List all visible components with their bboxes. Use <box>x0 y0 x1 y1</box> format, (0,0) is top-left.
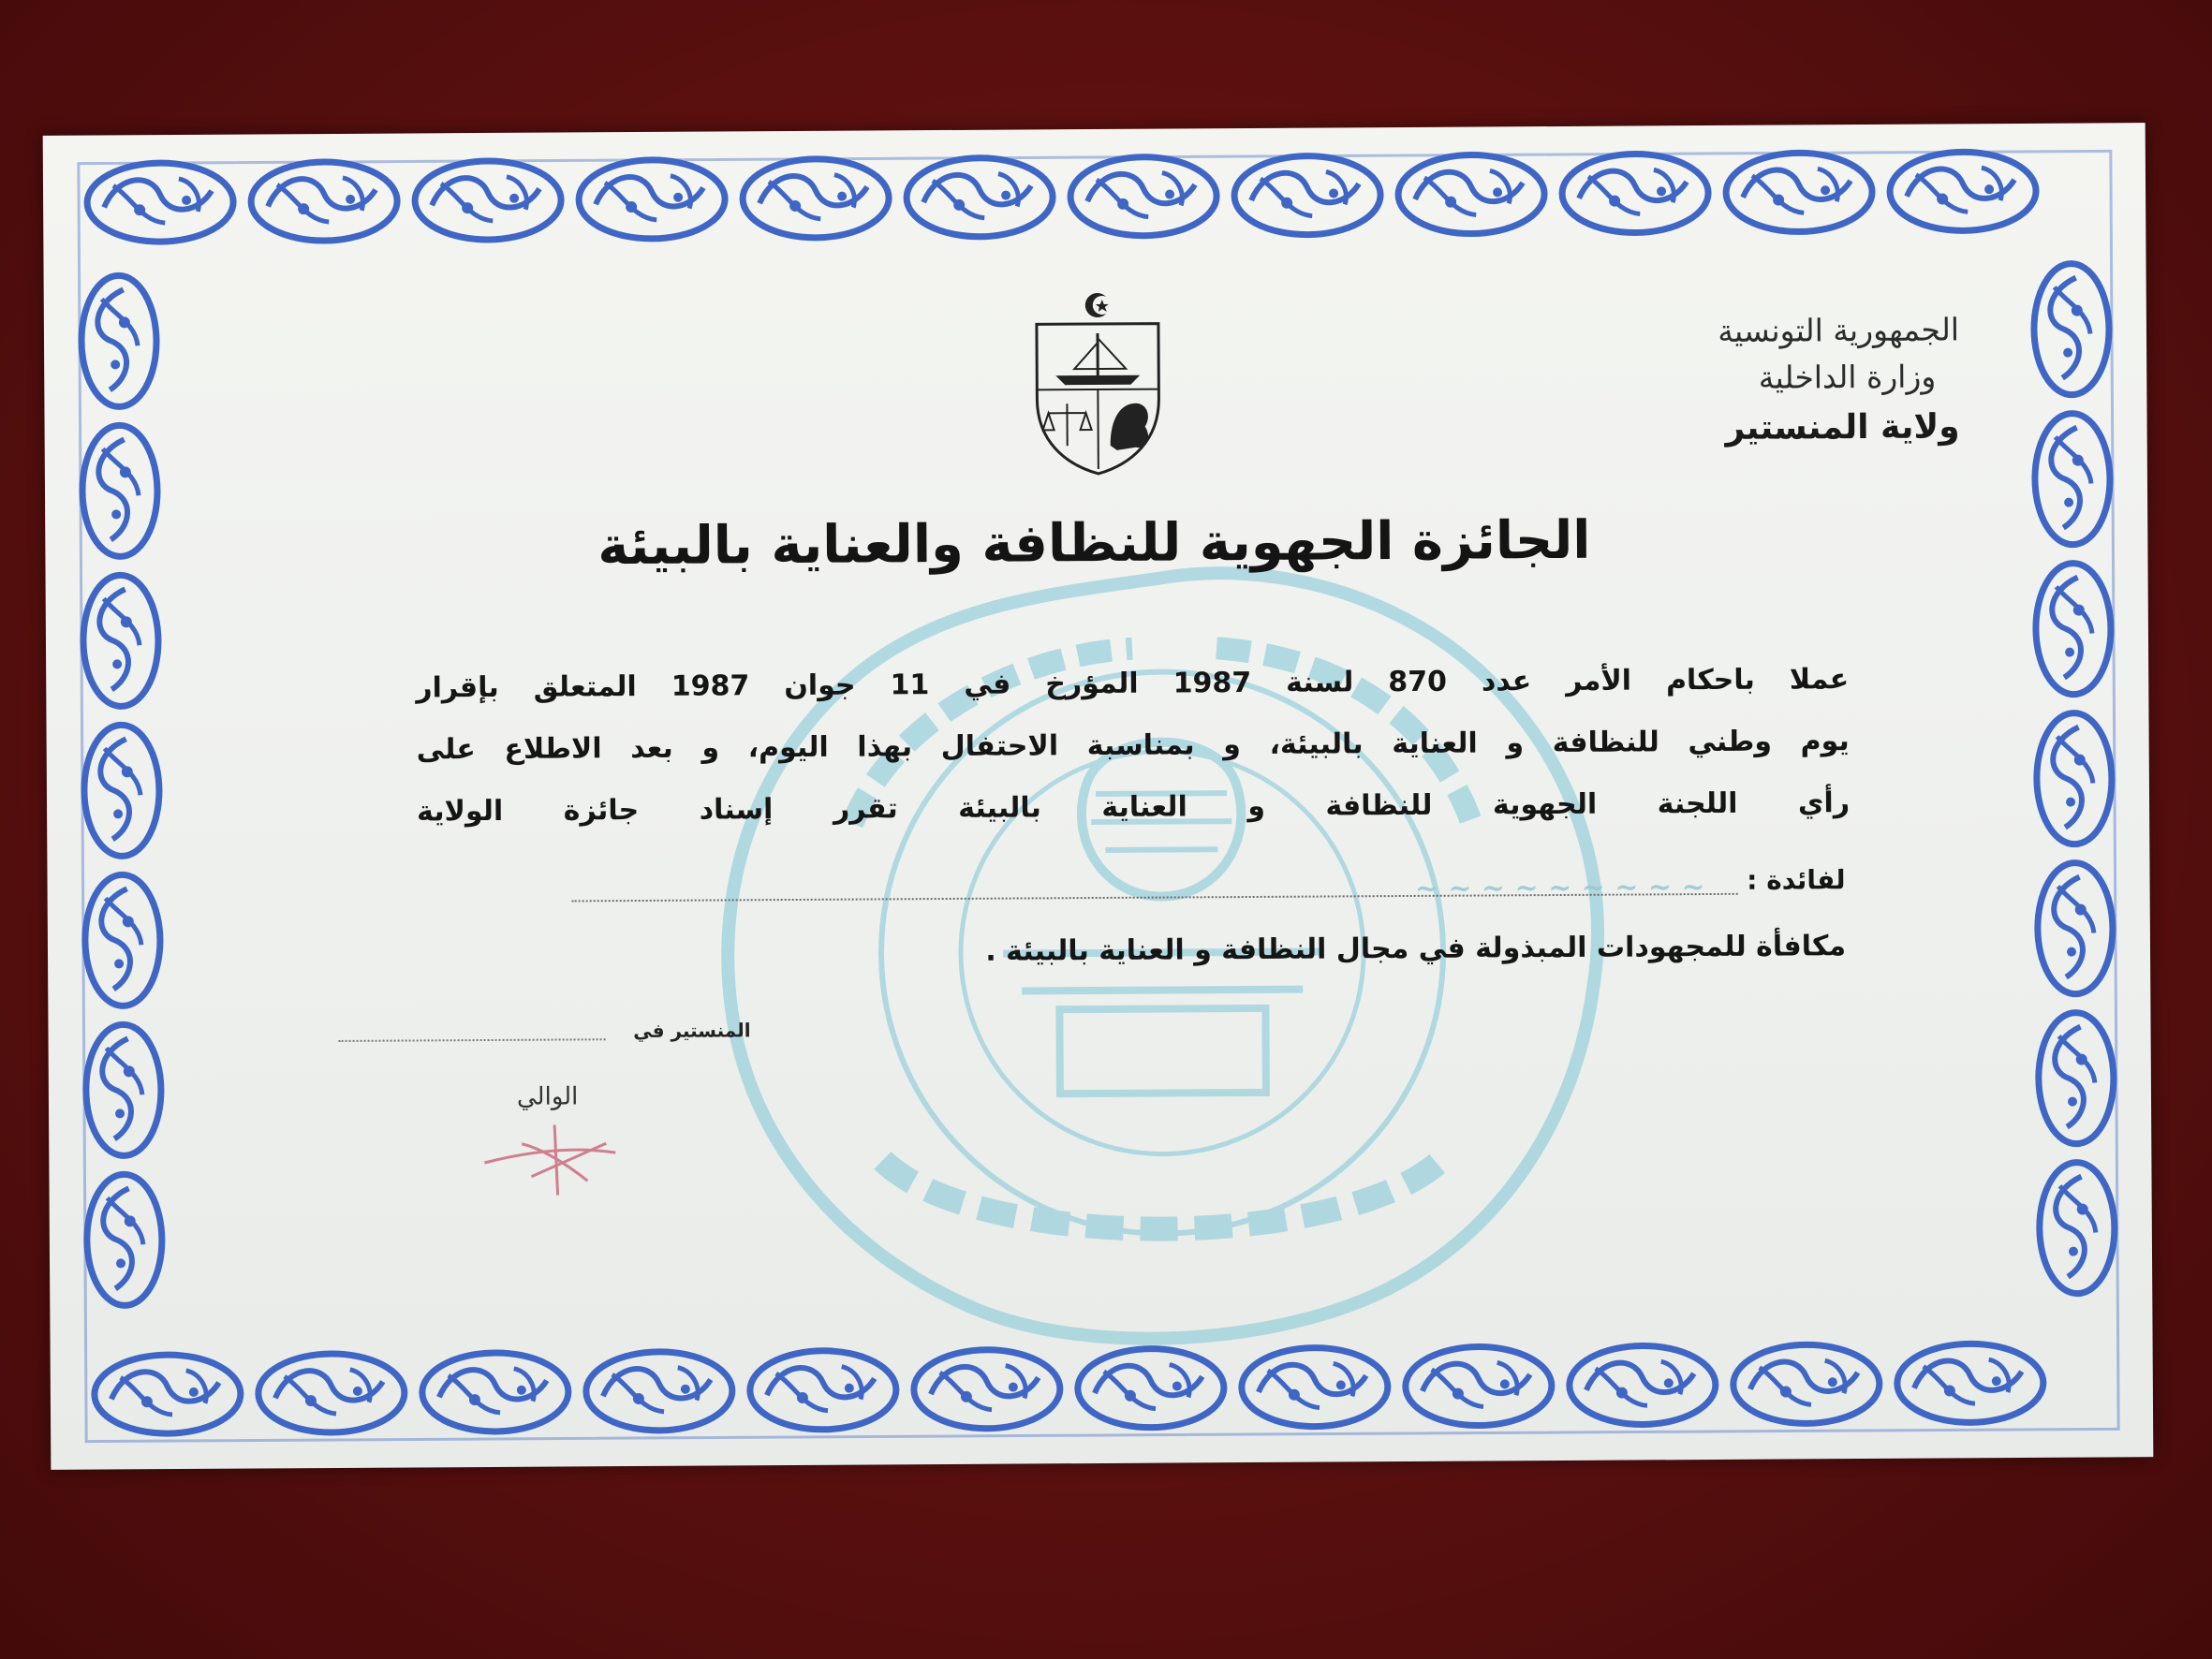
certificate-title: الجائزة الجهوية للنظافة والعناية بالبيئة <box>597 509 1591 578</box>
beneficiary-handwriting: ~ ~ ~ ~ ~ ~ ~ ~ ~ <box>1414 871 1705 905</box>
republic-name: الجمهورية التونسية <box>1718 311 1960 349</box>
signatory-title: الوالي <box>516 1082 579 1111</box>
body-line-1: عملا باحكام الأمر عدد 870 لسنة 1987 المؤرخ في 11 جوان 1987 المتعلق بإقرار <box>416 663 1850 705</box>
beneficiary-line <box>571 864 1845 918</box>
place-date-label: المنستير في <box>633 1019 751 1043</box>
reward-text: مكافأة للمجهودات المبذولة في مجال النظافة و العناية بالبيئة . <box>985 930 1847 968</box>
certificate-paper <box>43 123 2154 1470</box>
body-line-2: يوم وطني للنظافة و العناية بالبيئة، و بمناسبة الاحتفال بهذا اليوم، و بعد الاطلاع على <box>416 725 1850 767</box>
issuing-authority <box>1718 306 1960 456</box>
handwritten-signature <box>465 1087 654 1200</box>
body-line-3: رأي اللجنة الجهوية للنظافة و العناية بالبيئة تقرر إسناد جائزة الولاية <box>416 786 1851 829</box>
certificate-body <box>416 649 1850 843</box>
beneficiary-label: لفائدة : <box>1747 864 1846 896</box>
ministry-name: وزارة الداخلية <box>1758 358 1937 396</box>
place-date-line <box>338 1019 750 1059</box>
tunisian-coat-of-arms <box>1027 286 1169 479</box>
place-date-dotted-line <box>339 1038 606 1042</box>
governorate-name: ولاية المنستير <box>1725 407 1960 448</box>
